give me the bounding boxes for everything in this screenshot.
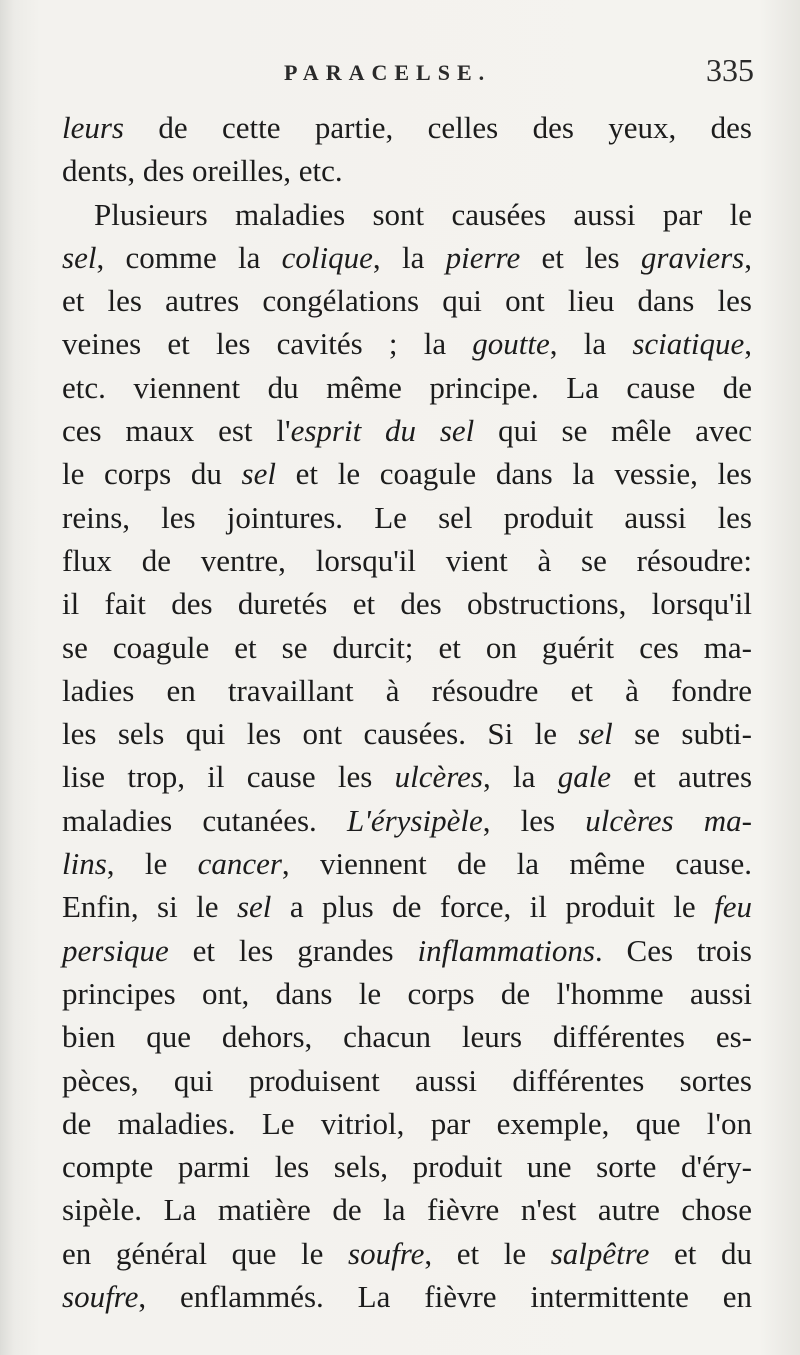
text-line [62,236,752,279]
italic-text-segment: ulcères ma- [585,802,752,838]
text-segment: le corps du [62,456,242,492]
text-segment: , [744,239,752,275]
text-segment: et les [520,239,641,275]
italic-text-segment: cancer [197,846,282,882]
text-line [62,1232,752,1275]
text-line [62,626,752,669]
text-line [62,669,752,712]
italic-text-segment: esprit du sel [290,413,475,449]
text-line [62,885,752,928]
text-line [62,1015,752,1058]
text-segment: en général que le [62,1235,349,1271]
italic-text-segment: salpêtre [550,1235,650,1271]
italic-text-segment: graviers [640,239,745,275]
text-line [62,1102,752,1145]
text-segment: de cette partie, celles des yeux, des [124,110,752,145]
text-line [62,842,752,885]
text-line [62,1145,752,1188]
text-segment: et les autres congélations qui ont lieu dans les [62,283,752,319]
running-head: PARACELSE. [284,60,492,85]
text-line [62,496,752,539]
text-segment: et le coagule dans la vessie, les [275,456,752,492]
italic-text-segment: ulcères [394,759,483,795]
text-line [62,712,752,755]
text-segment: , comme la [96,239,282,275]
italic-text-segment: inflammations [417,932,595,968]
italic-text-segment: sel [236,889,272,925]
body-text [62,106,752,1318]
text-line [62,1275,752,1318]
text-line [62,1059,752,1102]
page-header [62,52,754,92]
text-segment: , la [483,759,558,795]
text-segment: Plusieurs maladies sont causées aussi par le [94,196,752,232]
text-segment: etc. viennent du même principe. La cause de [62,369,752,405]
text-segment: dents, des oreilles, etc. [62,153,343,189]
text-segment: se coagule et se durcit; et on guérit ces ma- [62,629,752,665]
text-segment: flux de ventre, lorsqu'il vient à se résoudre: [62,542,752,578]
text-segment: veines et les cavités ; la [62,326,473,362]
text-segment: et autres [611,759,753,795]
text-segment: , la [372,239,446,275]
text-line [62,929,752,972]
italic-text-segment: lins [62,846,107,882]
text-line [62,582,752,625]
text-segment: compte parmi les sels, produit une sorte d'éry- [62,1149,752,1185]
italic-text-segment: leurs [62,110,124,145]
text-segment: sipèle. La matière de la fièvre n'est autre chose [62,1192,752,1228]
text-segment: Enfin, si le [62,889,237,925]
text-line [62,322,752,365]
text-segment: , viennent de la même cause. [281,846,753,882]
italic-text-segment: goutte [472,326,550,362]
text-line [62,539,752,582]
text-segment: . Ces trois [594,932,752,968]
italic-text-segment: soufre [348,1235,425,1271]
italic-text-segment: persique [62,932,169,968]
text-line [62,1188,752,1231]
text-segment: ladies en travaillant à résoudre et à fondre [62,672,752,708]
italic-text-segment: colique [281,239,373,275]
italic-text-segment: sel [62,239,97,275]
text-line [62,409,752,452]
text-line [62,366,752,409]
text-line [62,799,752,842]
text-segment: , les [482,802,586,838]
text-segment: qui se mêle avec [474,413,753,449]
text-line [62,452,752,495]
text-segment: , enflammés. La fièvre intermittente en [138,1279,752,1315]
text-segment: les sels qui les ont causées. Si le [62,716,579,752]
text-segment: et les grandes [168,932,418,968]
text-segment: lise trop, il cause les [62,759,395,795]
italic-text-segment: feu [714,889,752,925]
text-segment: il fait des duretés et des obstructions, lorsqu'il [62,586,752,622]
text-segment: , et le [424,1235,551,1271]
text-line [62,106,752,149]
text-segment: pèces, qui produisent aussi différentes sortes [62,1062,752,1098]
text-line [62,755,752,798]
text-segment: principes ont, dans le corps de l'homme aussi [62,975,752,1011]
text-segment: bien que dehors, chacun leurs différentes es- [62,1019,752,1055]
text-line [62,972,752,1015]
text-segment: de maladies. Le vitriol, par exemple, que l'on [62,1105,752,1141]
text-segment: , le [106,846,198,882]
text-segment: reins, les jointures. Le sel produit aussi les [62,499,752,535]
italic-text-segment: sel [578,716,613,752]
text-segment: , [744,326,753,362]
text-segment: ces maux est l' [62,413,291,449]
text-segment: se subti- [612,716,752,752]
italic-text-segment: soufre [62,1279,139,1315]
text-segment: a plus de force, il produit le [271,889,715,925]
italic-text-segment: sel [241,456,276,492]
text-line [62,149,752,192]
text-segment: et du [649,1235,752,1271]
text-segment: maladies cutanées. [62,802,347,838]
italic-text-segment: pierre [445,239,521,275]
page-number: 335 [706,52,754,88]
text-line [62,193,752,236]
italic-text-segment: sciatique [632,326,745,362]
text-segment: , la [549,326,633,362]
text-line [62,279,752,322]
italic-text-segment: gale [557,759,612,795]
italic-text-segment: L'érysipèle [346,802,483,838]
